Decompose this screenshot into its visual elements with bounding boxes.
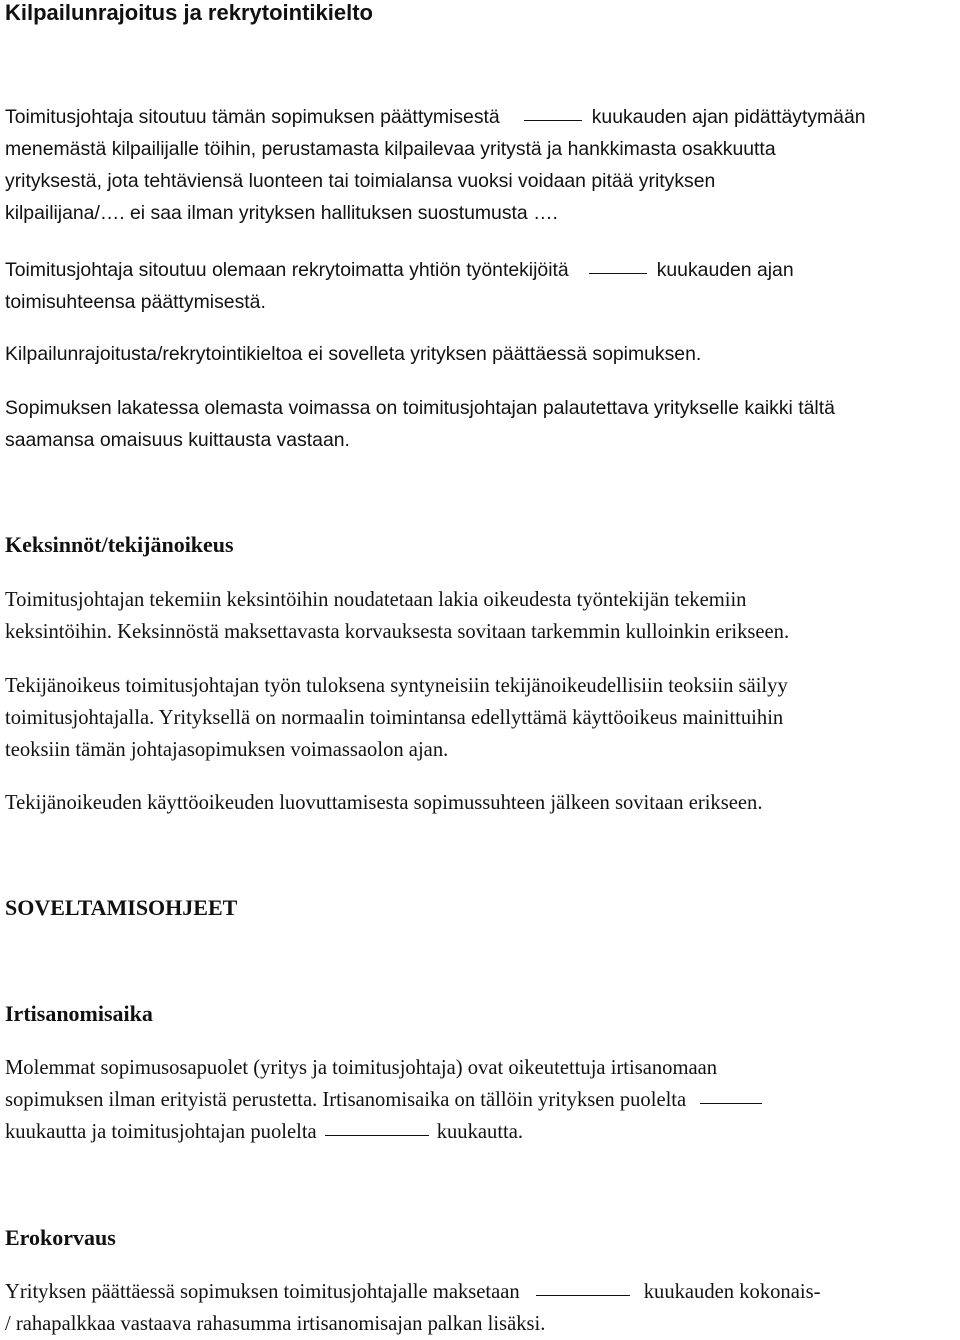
paragraph-kayttooikeus	[5, 787, 957, 819]
text-span: kuukauden ajan	[656, 259, 794, 281]
paragraph-line: Tekijänoikeus toimitusjohtajan työn tuloksena syntyneisiin tekijänoikeudellisiin teoksiin säilyy	[5, 675, 788, 697]
paragraph-line: toimitusjohtajalla. Yrityksellä on normaalin toimintansa edellyttämä käyttöoikeus mainittuihin	[5, 707, 784, 729]
paragraph-line: Sopimuksen lakatessa olemasta voimassa on toimitusjohtajan palautettava yritykselle kaikki tältä	[5, 397, 835, 419]
paragraph-line: toimisuhteensa päättymisestä.	[5, 291, 266, 313]
blank-line	[700, 1102, 762, 1104]
paragraph-line	[5, 101, 957, 133]
paragraph-line: yrityksestä, jota tehtäviensä luonteen tai toimialansa vuoksi voidaan pitää yrityksen	[5, 170, 716, 192]
text-span: kuukautta ja toimitusjohtajan puolelta	[5, 1121, 317, 1143]
paragraph-tekijanoikeus	[5, 670, 957, 766]
text-span: sopimuksen ilman erityistä perustetta. Irtisanomisaika on tällöin yrityksen puolelta	[5, 1089, 687, 1111]
paragraph-kilpailunrajoitus	[5, 101, 957, 229]
paragraph-ei-sovelleta	[5, 338, 957, 370]
paragraph-irtisanomisaika	[5, 1052, 957, 1148]
paragraph-line: Tekijänoikeuden käyttöoikeuden luovuttamisesta sopimussuhteen jälkeen sovitaan erikseen.	[5, 792, 763, 814]
text-span: Toimitusjohtaja sitoutuu tämän sopimuksen päättymisestä	[5, 106, 500, 128]
text-span: Toimitusjohtaja sitoutuu olemaan rekrytoimatta yhtiön työntekijöitä	[5, 259, 569, 281]
section-title-erokorvaus: Erokorvaus	[5, 1225, 116, 1250]
paragraph-rekrytointikielto	[5, 254, 957, 318]
paragraph-line: menemästä kilpailijalle töihin, perustamasta kilpailevaa yritystä ja hankkimasta osakkuutta	[5, 138, 776, 160]
text-span: Yrityksen päättäessä sopimuksen toimitusjohtajalle maksetaan	[5, 1281, 520, 1303]
text-span: kuukautta.	[436, 1121, 524, 1143]
text-span: kuukauden kokonais-	[643, 1281, 821, 1303]
section-title-keksinnot: Keksinnöt/tekijänoikeus	[5, 532, 234, 557]
paragraph-line: teoksiin tämän johtajasopimuksen voimassaolon ajan.	[5, 739, 449, 761]
paragraph-line: saamansa omaisuus kuittausta vastaan.	[5, 429, 350, 451]
paragraph-keksinnot	[5, 584, 957, 648]
paragraph-line: kilpailijana/…. ei saa ilman yrityksen hallituksen suostumusta ….	[5, 202, 558, 224]
paragraph-omaisuus	[5, 392, 957, 456]
blank-line	[524, 119, 582, 121]
paragraph-line	[5, 1276, 957, 1308]
paragraph-line	[5, 1084, 957, 1116]
section-title-soveltamisohjeet: SOVELTAMISOHJEET	[5, 895, 238, 920]
paragraph-line: keksintöihin. Keksinnöstä maksettavasta korvauksesta sovitaan tarkemmin kulloinkin erikseen.	[5, 621, 790, 643]
blank-line	[589, 272, 647, 274]
paragraph-line: Toimitusjohtajan tekemiin keksintöihin noudatetaan lakia oikeudesta työntekijän tekemiin	[5, 589, 747, 611]
text-span: kuukauden ajan pidättäytymään	[591, 106, 866, 128]
blank-line	[325, 1134, 429, 1136]
paragraph-line	[5, 254, 957, 286]
paragraph-line	[5, 1116, 957, 1148]
paragraph-line: Molemmat sopimusosapuolet (yritys ja toimitusjohtaja) ovat oikeutettuja irtisanomaan	[5, 1057, 718, 1079]
section-title-kilpailunrajoitus: Kilpailunrajoitus ja rekrytointikielto	[5, 0, 373, 25]
paragraph-erokorvaus	[5, 1276, 957, 1340]
paragraph-line: Kilpailunrajoitusta/rekrytointikieltoa ei sovelleta yrityksen päättäessä sopimuksen.	[5, 343, 702, 365]
section-title-irtisanomisaika: Irtisanomisaika	[5, 1001, 153, 1026]
blank-line	[536, 1294, 630, 1296]
paragraph-line: / rahapalkkaa vastaava rahasumma irtisanomisajan palkan lisäksi.	[5, 1313, 546, 1335]
